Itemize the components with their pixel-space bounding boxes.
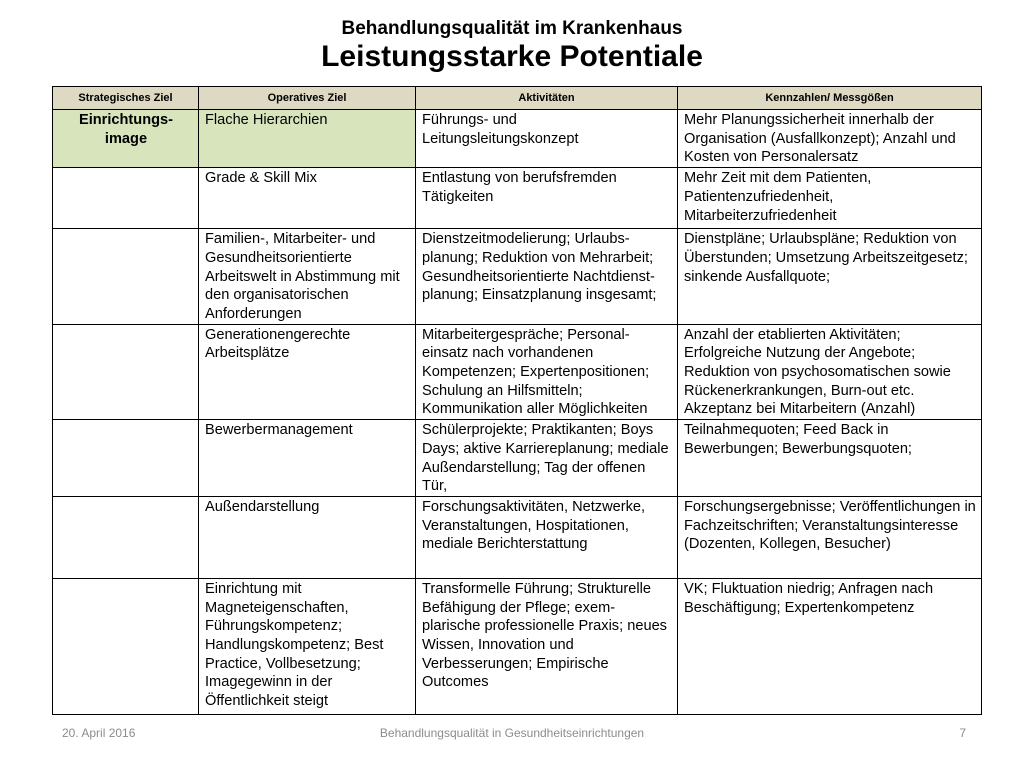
table-row [53, 496, 982, 578]
header-metrics: Kennzahlen/ Messgößen [678, 87, 982, 110]
metrics-cell: Forschungsergebnisse; Veröffentlichungen in Fachzeitschriften; Veranstaltungsinteresse (Dozenten, Kollegen, Besucher) [678, 496, 982, 578]
activities-cell: Entlastung von berufsfremden Tätigkeiten [416, 168, 678, 229]
operative-goal-cell: Außendarstellung [199, 496, 416, 578]
slide-title: Leistungsstarke Potentiale [321, 40, 703, 73]
operative-goal-cell: Flache Hierarchien [199, 110, 416, 168]
slide-subtitle: Behandlungsqualität im Krankenhaus [341, 18, 683, 39]
footer-title: Behandlungsqualität in Gesundheitseinrichtungen [379, 726, 645, 740]
page-number: 7 [959, 726, 966, 740]
header-activities: Aktivitäten [416, 87, 678, 110]
operative-goal-cell: Einrichtung mit Magneteigenschaften, Führungskompetenz; Handlungskompetenz; Best Practice, Vollbesetzung; Imagegewinn in der Öffentlichkeit steigt [199, 578, 416, 714]
operative-goal-cell: Generationengerechte Arbeitsplätze [199, 324, 416, 420]
activities-cell: Schülerprojekte; Praktikanten; Boys Days; aktive Karriereplanung; mediale Außendarstellung; Tag der offenen Tür, [416, 420, 678, 497]
metrics-cell: VK; Fluktuation niedrig; Anfragen nach Beschäftigung; Expertenkompetenz [678, 578, 982, 714]
table-row [53, 168, 982, 229]
table-row [53, 229, 982, 325]
goals-table [52, 86, 982, 715]
table-header-row [53, 87, 982, 110]
strategic-goal-cell [53, 578, 199, 714]
activities-cell: Dienstzeitmodelierung; Urlaubs-planung; Reduktion von Mehrarbeit; Gesundheitsorientierte Nachtdienst-planung; Einsatzplanung insgesamt; [416, 229, 678, 325]
strategic-goal-cell [53, 168, 199, 229]
metrics-cell: Dienstpläne; Urlaubspläne; Reduktion von Überstunden; Umsetzung Arbeitszeitgesetz; sinkende Ausfallquote; [678, 229, 982, 325]
strategic-goal-cell [53, 496, 199, 578]
header-strategic-goal: Strategisches Ziel [53, 87, 199, 110]
strategic-goal-cell [53, 229, 199, 325]
metrics-cell: Anzahl der etablierten Aktivitäten; Erfolgreiche Nutzung der Angebote; Reduktion von psychosomatischen sowie Rückenerkrankungen, Burn-out etc. Akzeptanz bei Mitarbeitern (Anzahl) [678, 324, 982, 420]
table-row [53, 578, 982, 714]
operative-goal-cell: Grade & Skill Mix [199, 168, 416, 229]
strategic-goal-cell [53, 324, 199, 420]
table-row [53, 420, 982, 497]
metrics-cell: Mehr Planungssicherheit innerhalb der Organisation (Ausfallkonzept); Anzahl und Kosten von Personalersatz [678, 110, 982, 168]
activities-cell: Forschungsaktivitäten, Netzwerke, Veranstaltungen, Hospitationen, mediale Berichterstattung [416, 496, 678, 578]
strategic-goal-cell [53, 420, 199, 497]
operative-goal-cell: Bewerbermanagement [199, 420, 416, 497]
activities-cell: Transformelle Führung; Strukturelle Befähigung der Pflege; exem-plarische professionelle Praxis; neues Wissen, Innovation und Verbesserungen; Empirische Outcomes [416, 578, 678, 714]
footer-date: 20. April 2016 [62, 726, 136, 740]
metrics-cell: Teilnahmequoten; Feed Back in Bewerbungen; Bewerbungsquoten; [678, 420, 982, 497]
metrics-cell: Mehr Zeit mit dem Patienten, Patientenzufriedenheit, Mitarbeiterzufriedenheit [678, 168, 982, 229]
activities-cell: Mitarbeitergespräche; Personal-einsatz nach vorhandenen Kompetenzen; Expertenpositionen; Schulung an Hilfsmitteln; Kommunikation aller Möglichkeiten [416, 324, 678, 420]
activities-cell: Führungs- und Leitungsleitungskonzept [416, 110, 678, 168]
table-row [53, 324, 982, 420]
strategic-goal-cell: Einrichtungs-image [53, 110, 199, 168]
operative-goal-cell: Familien-, Mitarbeiter- und Gesundheitsorientierte Arbeitswelt in Abstimmung mit den organisatorischen Anforderungen [199, 229, 416, 325]
table-row [53, 110, 982, 168]
header-operative-goal: Operatives Ziel [199, 87, 416, 110]
